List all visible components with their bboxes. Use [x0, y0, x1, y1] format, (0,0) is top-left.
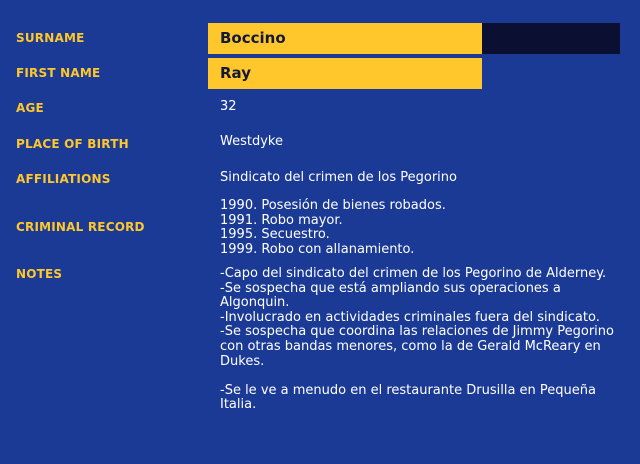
- criminal-record-list: [220, 199, 446, 257]
- criminal-record-label: CRIMINAL RECORD: [16, 220, 145, 234]
- surname-field-extension: [482, 23, 620, 54]
- criminal-record-entry: 1991. Robo mayor.: [220, 212, 343, 228]
- note-entry: -Involucrado en actividades criminales fuera del sindicato.: [220, 309, 600, 325]
- first-name-label: FIRST NAME: [16, 66, 101, 80]
- note-entry: -Se sospecha que está ampliando sus operaciones a Algonquin.: [220, 280, 561, 311]
- notes-list: [220, 267, 620, 413]
- criminal-record-entry: 1999. Robo con allanamiento.: [220, 241, 415, 257]
- first-name-field[interactable]: Ray: [208, 58, 482, 89]
- criminal-record-entry: 1995. Secuestro.: [220, 227, 330, 243]
- place-of-birth-label: PLACE OF BIRTH: [16, 137, 129, 151]
- affiliations-label: AFFILIATIONS: [16, 172, 111, 186]
- surname-field[interactable]: Boccino: [208, 23, 482, 54]
- age-value: 32: [220, 99, 237, 114]
- notes-label: NOTES: [16, 267, 63, 281]
- age-label: AGE: [16, 101, 44, 115]
- place-of-birth-value: Westdyke: [220, 134, 283, 149]
- surname-label: SURNAME: [16, 31, 85, 45]
- note-entry: -Capo del sindicato del crimen de los Pegorino de Alderney.: [220, 266, 607, 281]
- note-entry: -Se le ve a menudo en el restaurante Drusilla en Pequeña Italia.: [220, 382, 596, 413]
- affiliations-value: Sindicato del crimen de los Pegorino: [220, 170, 457, 185]
- criminal-record-entry: 1990. Posesión de bienes robados.: [220, 198, 446, 213]
- note-entry: -Se sospecha que coordina las relaciones de Jimmy Pegorino con otras bandas menores, como la de Gerald McReary en Dukes.: [220, 324, 614, 369]
